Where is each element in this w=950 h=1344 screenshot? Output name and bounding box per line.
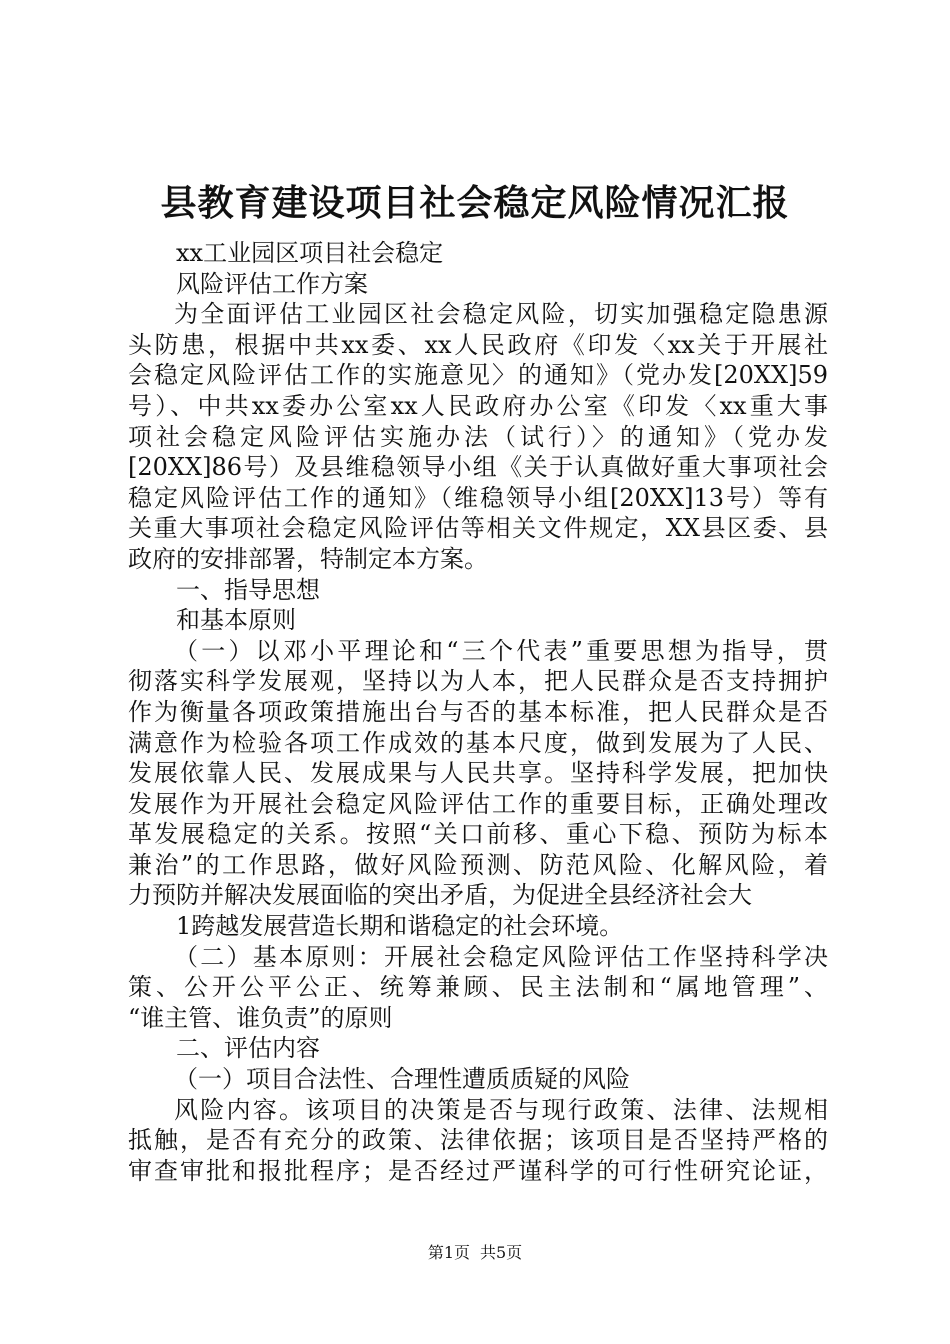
body-line: 彻落实科学发展观，坚持以为人本，把人民群众是否支持拥护: [128, 667, 828, 696]
body-line: “谁主管、谁负责”的原则: [128, 1003, 393, 1032]
body-line: 作为衡量各项政策措施出台与否的基本标准，把人民群众是否: [128, 697, 828, 726]
body-line: 兼治”的工作思路，做好风险预测、防范风险、化解风险，着: [128, 850, 828, 879]
section-heading: 和基本原则: [176, 606, 296, 635]
document-body: [128, 238, 828, 1186]
body-line: 关重大事项社会稳定风险评估等相关文件规定，XX县区委、县: [128, 514, 828, 543]
section-heading: 一、指导思想: [176, 575, 320, 604]
body-line: 号）、中共xx委办公室xx人民政府办公室《印发〈xx重大事: [128, 391, 828, 420]
body-line: [20XX]86号）及县维稳领导小组《关于认真做好重大事项社会: [128, 453, 828, 482]
body-line: 发展作为开展社会稳定风险评估工作的重要目标，正确处理改: [128, 789, 828, 818]
document-title: 县教育建设项目社会稳定风险情况汇报: [160, 183, 790, 224]
body-line: 审查审批和报批程序；是否经过严谨科学的可行性研究论证，: [128, 1156, 828, 1185]
body-line: 会稳定风险评估工作的实施意见〉的通知》（党办发[20XX]59: [128, 361, 828, 390]
body-line: 力预防并解决发展面临的突出矛盾，为促进全县经济社会大: [128, 881, 752, 910]
body-line: 革发展稳定的关系。按照“关口前移、重心下稳、预防为标本: [128, 820, 828, 849]
body-line: （二）基本原则：开展社会稳定风险评估工作坚持科学决: [174, 942, 828, 971]
page-number: 第1页: [427, 1243, 470, 1262]
body-line: 1跨越发展营造长期和谐稳定的社会环境。: [176, 912, 624, 941]
body-line: 风险评估工作方案: [176, 269, 368, 298]
page-total: 共5页: [480, 1243, 523, 1262]
body-line: （一）以邓小平理论和“三个代表”重要思想为指导，贯: [174, 636, 828, 665]
body-line: 为全面评估工业园区社会稳定风险，切实加强稳定隐患源: [174, 300, 828, 329]
body-line: 满意作为检验各项工作成效的基本尺度，做到发展为了人民、: [128, 728, 828, 757]
body-line: 政府的安排部署，特制定本方案。: [128, 544, 488, 573]
body-line: 发展依靠人民、发展成果与人民共享。坚持科学发展，把加快: [128, 759, 828, 788]
section-heading: 二、评估内容: [176, 1034, 320, 1063]
body-line: 策、公开公平公正、统筹兼顾、民主法制和“属地管理”、: [128, 973, 828, 1002]
body-line: 抵触，是否有充分的政策、法律依据；该项目是否坚持严格的: [128, 1126, 828, 1155]
page-footer: [0, 1243, 950, 1263]
body-line: 项社会稳定风险评估实施办法（试行）〉的通知》（党办发: [128, 422, 828, 451]
body-line: 头防患，根据中共xx委、xx人民政府《印发〈xx关于开展社: [128, 330, 828, 359]
body-line: 稳定风险评估工作的通知》（维稳领导小组[20XX]13号）等有: [128, 483, 828, 512]
subsection-heading: （一）项目合法性、合理性遭质质疑的风险: [174, 1065, 630, 1094]
body-line: 风险内容。该项目的决策是否与现行政策、法律、法规相: [174, 1095, 828, 1124]
body-line: xx工业园区项目社会稳定: [176, 239, 444, 267]
